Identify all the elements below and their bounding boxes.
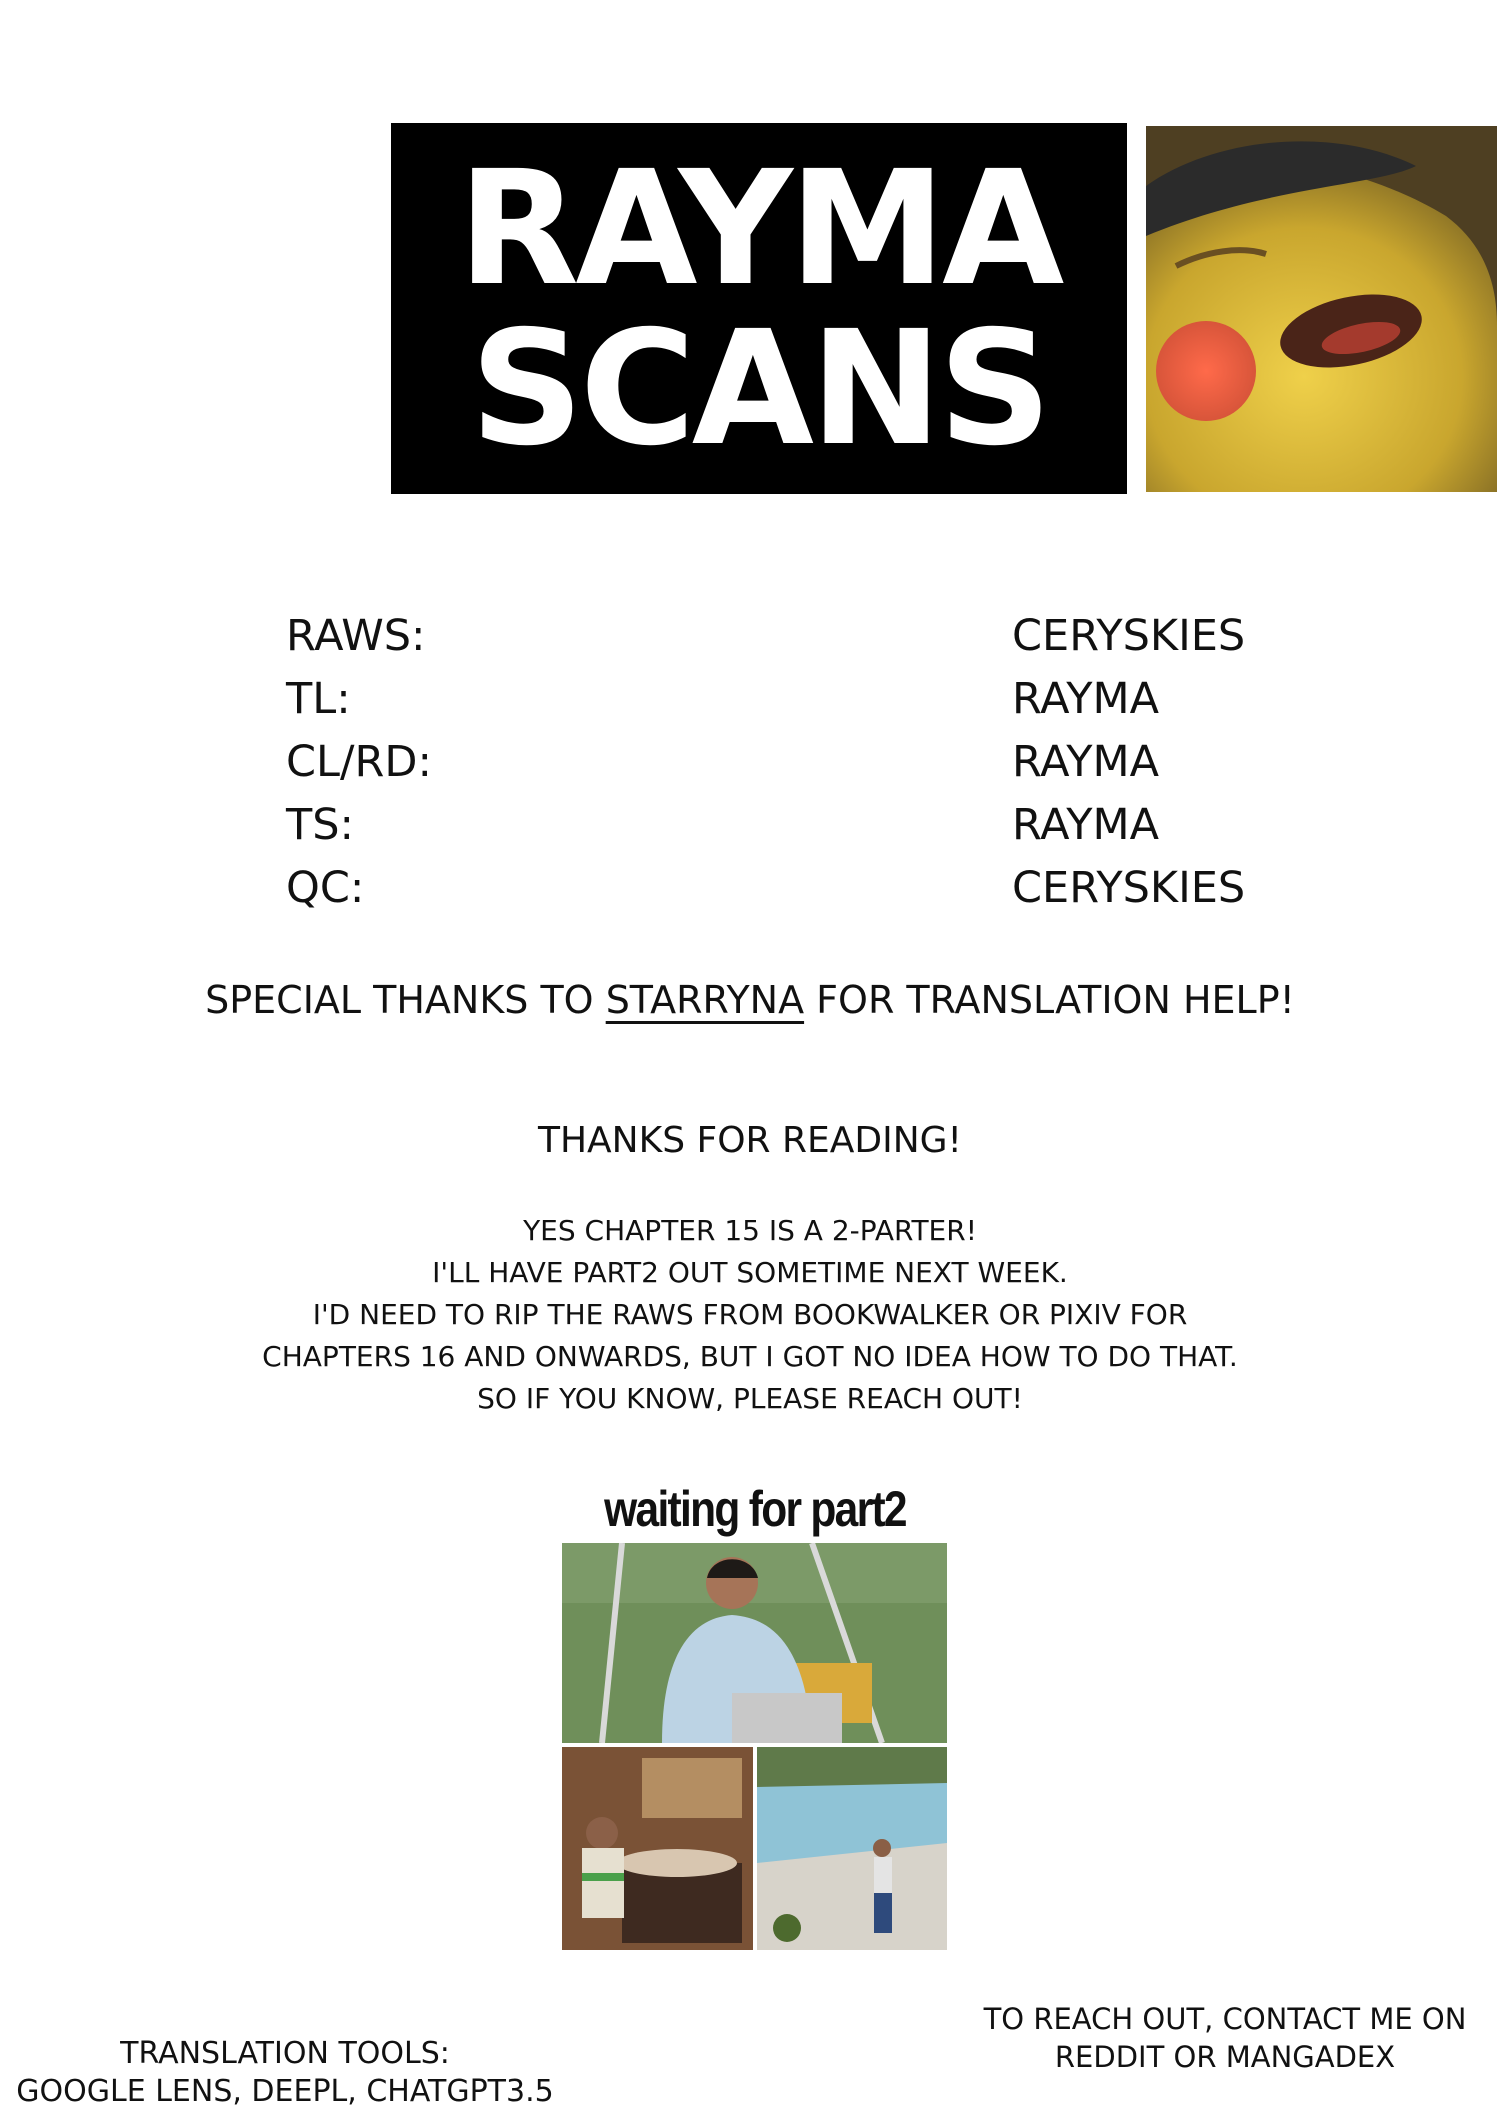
note-line: CHAPTERS 16 AND ONWARDS, BUT I GOT NO IDEA HOW TO DO THAT. [262, 1340, 1238, 1373]
credit-role: TS: [286, 800, 355, 850]
credit-name: RAYMA [1012, 800, 1159, 850]
tools-list: GOOGLE LENS, DEEPL, CHATGPT3.5 [16, 2074, 554, 2109]
note-line: SO IF YOU KNOW, PLEASE REACH OUT! [477, 1382, 1023, 1415]
credit-role: TL: [286, 674, 351, 724]
meme-title: waiting for part2 [604, 1481, 906, 1537]
note-line: I'LL HAVE PART2 OUT SOMETIME NEXT WEEK. [432, 1256, 1068, 1289]
credit-row [286, 857, 1286, 920]
special-thanks-prefix: SPECIAL THANKS TO [205, 978, 594, 1022]
credit-name: CERYSKIES [1012, 611, 1246, 661]
chapter-note [0, 1210, 1500, 1420]
note-line: I'D NEED TO RIP THE RAWS FROM BOOKWALKER OR PIXIV FOR [312, 1298, 1188, 1331]
special-thanks-suffix: FOR TRANSLATION HELP! [816, 978, 1295, 1022]
credit-row [286, 668, 1286, 731]
contact-info [955, 2000, 1495, 2076]
waiting-meme-image [562, 1543, 947, 1950]
credit-row [286, 731, 1286, 794]
credit-role: CL/RD: [286, 737, 432, 787]
credits-list [286, 605, 1286, 920]
logo-line-2: SCANS [469, 296, 1049, 481]
pikachu-face-icon [1146, 126, 1497, 492]
credit-row [286, 794, 1286, 857]
tools-label: TRANSLATION TOOLS: [120, 2036, 450, 2071]
credit-name: CERYSKIES [1012, 863, 1246, 913]
credit-role: RAWS: [286, 611, 426, 661]
credit-name: RAYMA [1012, 674, 1159, 724]
credit-name: RAYMA [1012, 737, 1159, 787]
thanks-heading: THANKS FOR READING! [537, 1120, 962, 1161]
contact-line-2: REDDIT OR MANGADEX [1054, 2040, 1396, 2074]
contact-line-1: TO REACH OUT, CONTACT ME ON [983, 2002, 1467, 2036]
note-line: YES CHAPTER 15 IS A 2-PARTER! [523, 1214, 977, 1247]
logo-line-1: RAYMA [457, 136, 1061, 321]
credit-role: QC: [286, 863, 365, 913]
credit-row [286, 605, 1286, 668]
logo-box [391, 123, 1127, 494]
special-thanks [0, 978, 1500, 1022]
special-thanks-name: STARRYNA [605, 978, 805, 1022]
